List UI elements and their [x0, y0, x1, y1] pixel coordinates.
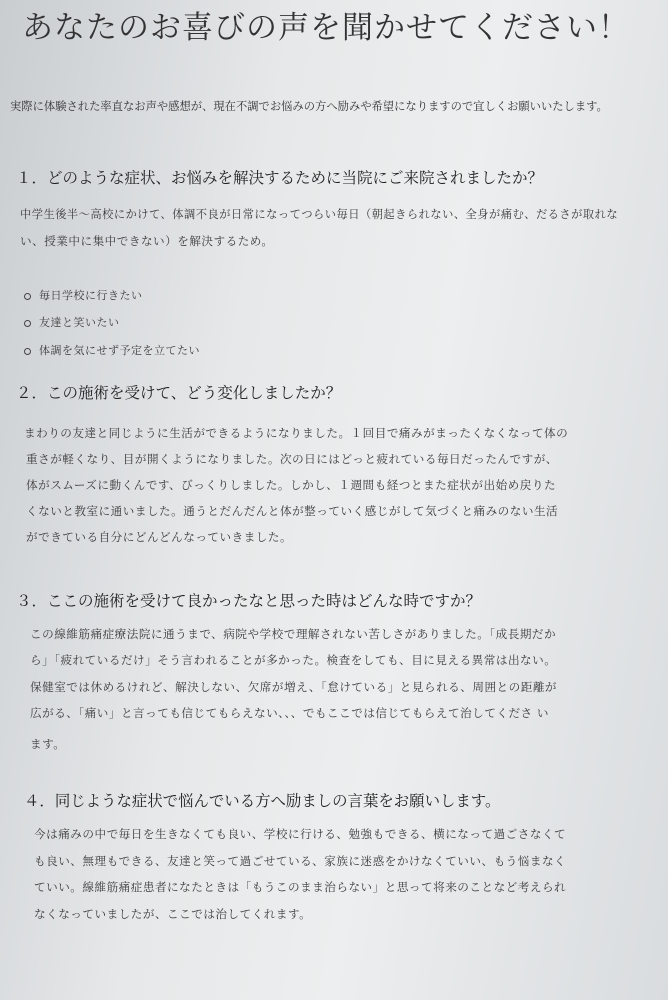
answer-2-line-2: 重さが軽くなり、目が開くようになりました。次の日にはどっと疲れている毎日だったんですが、: [26, 452, 558, 466]
answer-3-line-4: 広がる、「痛い」と言っても信じてもらえない、、、でもここでは信じてもらえて治してくださ い: [30, 706, 549, 720]
question-3: ３．ここの施術を受けて良かったなと思った時はどんな時ですか？: [16, 592, 482, 610]
wish-item: [24, 314, 120, 330]
answer-3-line-2: ら」「疲れているだけ」そう言われることが多かった。検査をしても、目に見える異常は出ない。: [30, 653, 557, 667]
answer-2-line-5: ができている自分にどんどんなっていきました。: [26, 530, 293, 544]
answer-3-line-1: この線維筋痛症療法院に通うまで、病院や学校で理解されない苦しさがありました。「成長期だか: [30, 627, 557, 641]
intro-text: 実際に体験された率直なお声や感想が、現在不調でお悩みの方へ励みや希望になりますので宜しくお願いいたします。: [10, 100, 608, 113]
circle-bullet-icon: [24, 348, 31, 355]
answer-4-line-3: ていい。線維筋痛症患者になたときは「もうこのまま治らない」と思って将来のことなど考えられ: [34, 880, 567, 894]
answer-4-line-4: なくなっていましたが、ここでは治してくれます。: [34, 907, 312, 921]
answer-1-line-2: い、授業中に集中できない）を解決するため。: [20, 234, 274, 248]
answer-4-line-1: 今は痛みの中で毎日を生きなくても良い、学校に行ける、勉強もできる、横になって過ごさなくて: [34, 827, 567, 841]
question-2: ２．この施術を受けて、どう変化しましたか？: [16, 384, 342, 402]
circle-bullet-icon: [24, 320, 31, 327]
page-title: あなたのお喜びの声を聞かせてください！: [22, 10, 630, 46]
wish-item-label: 友達と笑いたい: [39, 316, 120, 329]
answer-3-line-3: 保健室では休めるけれど、解決しない、欠席が増え、「怠けている」と見られる、周囲との距離が: [30, 680, 558, 694]
wish-item: [24, 342, 200, 358]
question-1: １．どのような症状、お悩みを解決するために当院にご来院されましたか？: [16, 169, 544, 187]
circle-bullet-icon: [24, 293, 31, 300]
wish-item-label: 毎日学校に行きたい: [39, 289, 143, 302]
answer-2-line-4: くないと教室に通いました。通うとだんだんと体が整っていく感じがして気づくと痛みのない生活: [26, 504, 559, 518]
wish-item-label: 体調を気にせず予定を立てたい: [39, 344, 200, 357]
answer-4-line-2: も良い、無理もできる、友達と笑って過ごせている、家族に迷惑をかけなくていい、もう悩まなく: [34, 854, 567, 868]
question-4: ４．同じような症状で悩んでいる方へ励ましの言葉をお願いします。: [24, 792, 501, 810]
answer-1-line-1: 中学生後半～高校にかけて、体調不良が日常になってつらい毎日（朝起きられない、全身が痛む、だるさが取れな: [20, 207, 619, 221]
answer-2-line-3: 体がスムーズに動くんです、びっくりしました。しかし、１週間も経つとまた症状が出始め戻りた: [26, 478, 557, 492]
wish-item: [24, 287, 143, 303]
answer-2-line-1: まわりの友達と同じように生活ができるようになりました。１回目で痛みがまったくなくなって体の: [24, 426, 569, 440]
answer-3-line-5: ます。: [30, 737, 66, 751]
